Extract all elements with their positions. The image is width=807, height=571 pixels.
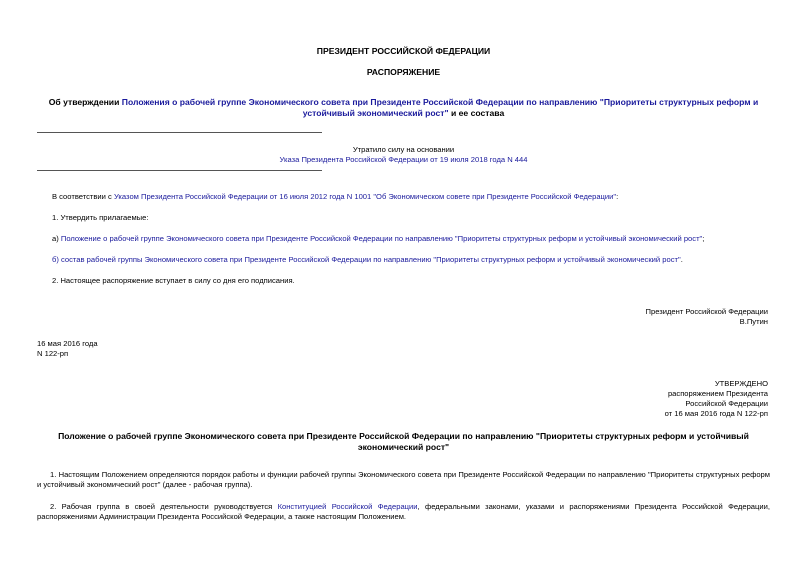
regulation-p2-prefix: 2. Рабочая группа в своей деятельности руководствуется bbox=[50, 502, 278, 511]
item-b-suffix: . bbox=[680, 255, 683, 264]
item-b-link[interactable]: б) состав рабочей группы Экономического совета при Президенте Российской Федерации по направлению "Приоритеты структурных реформ и устойчивый экономический рост" bbox=[52, 255, 681, 264]
title-prefix: Об утверждении bbox=[48, 97, 122, 107]
signature-name: В.Путин bbox=[739, 317, 768, 326]
status-link[interactable]: Указа Президента Российской Федерации от 19 июля 2018 года N 444 bbox=[279, 155, 528, 164]
item-1: 1. Утвердить прилагаемые: bbox=[52, 213, 149, 222]
doc-type-heading: РАСПОРЯЖЕНИЕ bbox=[366, 67, 441, 77]
regulation-title: Положение о рабочей группе Экономического совета при Президенте Российской Федерации по направлению "Приоритеты структурных реформ и устойчивый экономический рост" bbox=[58, 431, 749, 452]
preamble bbox=[52, 192, 772, 202]
item-a-suffix: ; bbox=[702, 234, 705, 243]
item-a bbox=[52, 234, 772, 244]
title-suffix: и ее состава bbox=[448, 108, 505, 118]
divider-top bbox=[37, 132, 322, 133]
item-a-prefix: а) bbox=[52, 234, 61, 243]
approval-line-1: УТВЕРЖДЕНО bbox=[714, 379, 768, 388]
divider-bottom bbox=[37, 170, 322, 171]
approval-line-3: Российской Федерации bbox=[685, 399, 768, 408]
preamble-link[interactable]: Указом Президента Российской Федерации от 16 июля 2012 года N 1001 "Об Экономическом совете при Президенте Российской Федерации" bbox=[113, 192, 617, 201]
regulation-paragraph-2 bbox=[37, 502, 770, 522]
approval-line-4: от 16 мая 2016 года N 122-рп bbox=[664, 409, 768, 418]
issuer-heading: ПРЕЗИДЕНТ РОССИЙСКОЙ ФЕДЕРАЦИИ bbox=[316, 46, 491, 56]
item-2: 2. Настоящее распоряжение вступает в силу со дня его подписания. bbox=[52, 276, 295, 285]
regulation-paragraph-1: 1. Настоящим Положением определяются порядок работы и функции рабочей группы Экономического совета при Президенте Российской Федерации по направлению "Приоритеты структурных реформ и устойчивый экономический рост" (далее - рабочая группа). bbox=[37, 470, 770, 489]
status-line: Утратило силу на основании bbox=[352, 145, 455, 154]
regulation-p2-suffix: , федеральными законами, указами и распоряжениями Президента Российской Федерации, распоряжениями Администрации Президента Российской Федерации, а также настоящим Положением. bbox=[37, 502, 770, 521]
signature-position: Президент Российской Федерации bbox=[645, 307, 768, 316]
constitution-link[interactable]: Конституцией Российской Федерации bbox=[277, 502, 418, 511]
order-number: N 122-рп bbox=[37, 349, 69, 358]
approval-line-2: распоряжением Президента bbox=[667, 389, 768, 398]
preamble-suffix: : bbox=[616, 192, 619, 201]
preamble-prefix: В соответствии с bbox=[52, 192, 114, 201]
document-title bbox=[36, 97, 771, 119]
title-link[interactable]: Положения о рабочей группе Экономического совета при Президенте Российской Федерации по направлению "Приоритеты структурных реформ и устойчивый экономический рост" bbox=[121, 97, 759, 118]
signing-date: 16 мая 2016 года bbox=[37, 339, 98, 348]
item-a-link[interactable]: Положение о рабочей группе Экономического совета при Президенте Российской Федерации по направлению "Приоритеты структурных реформ и устойчивый экономический рост" bbox=[60, 234, 703, 243]
item-b bbox=[52, 255, 772, 265]
